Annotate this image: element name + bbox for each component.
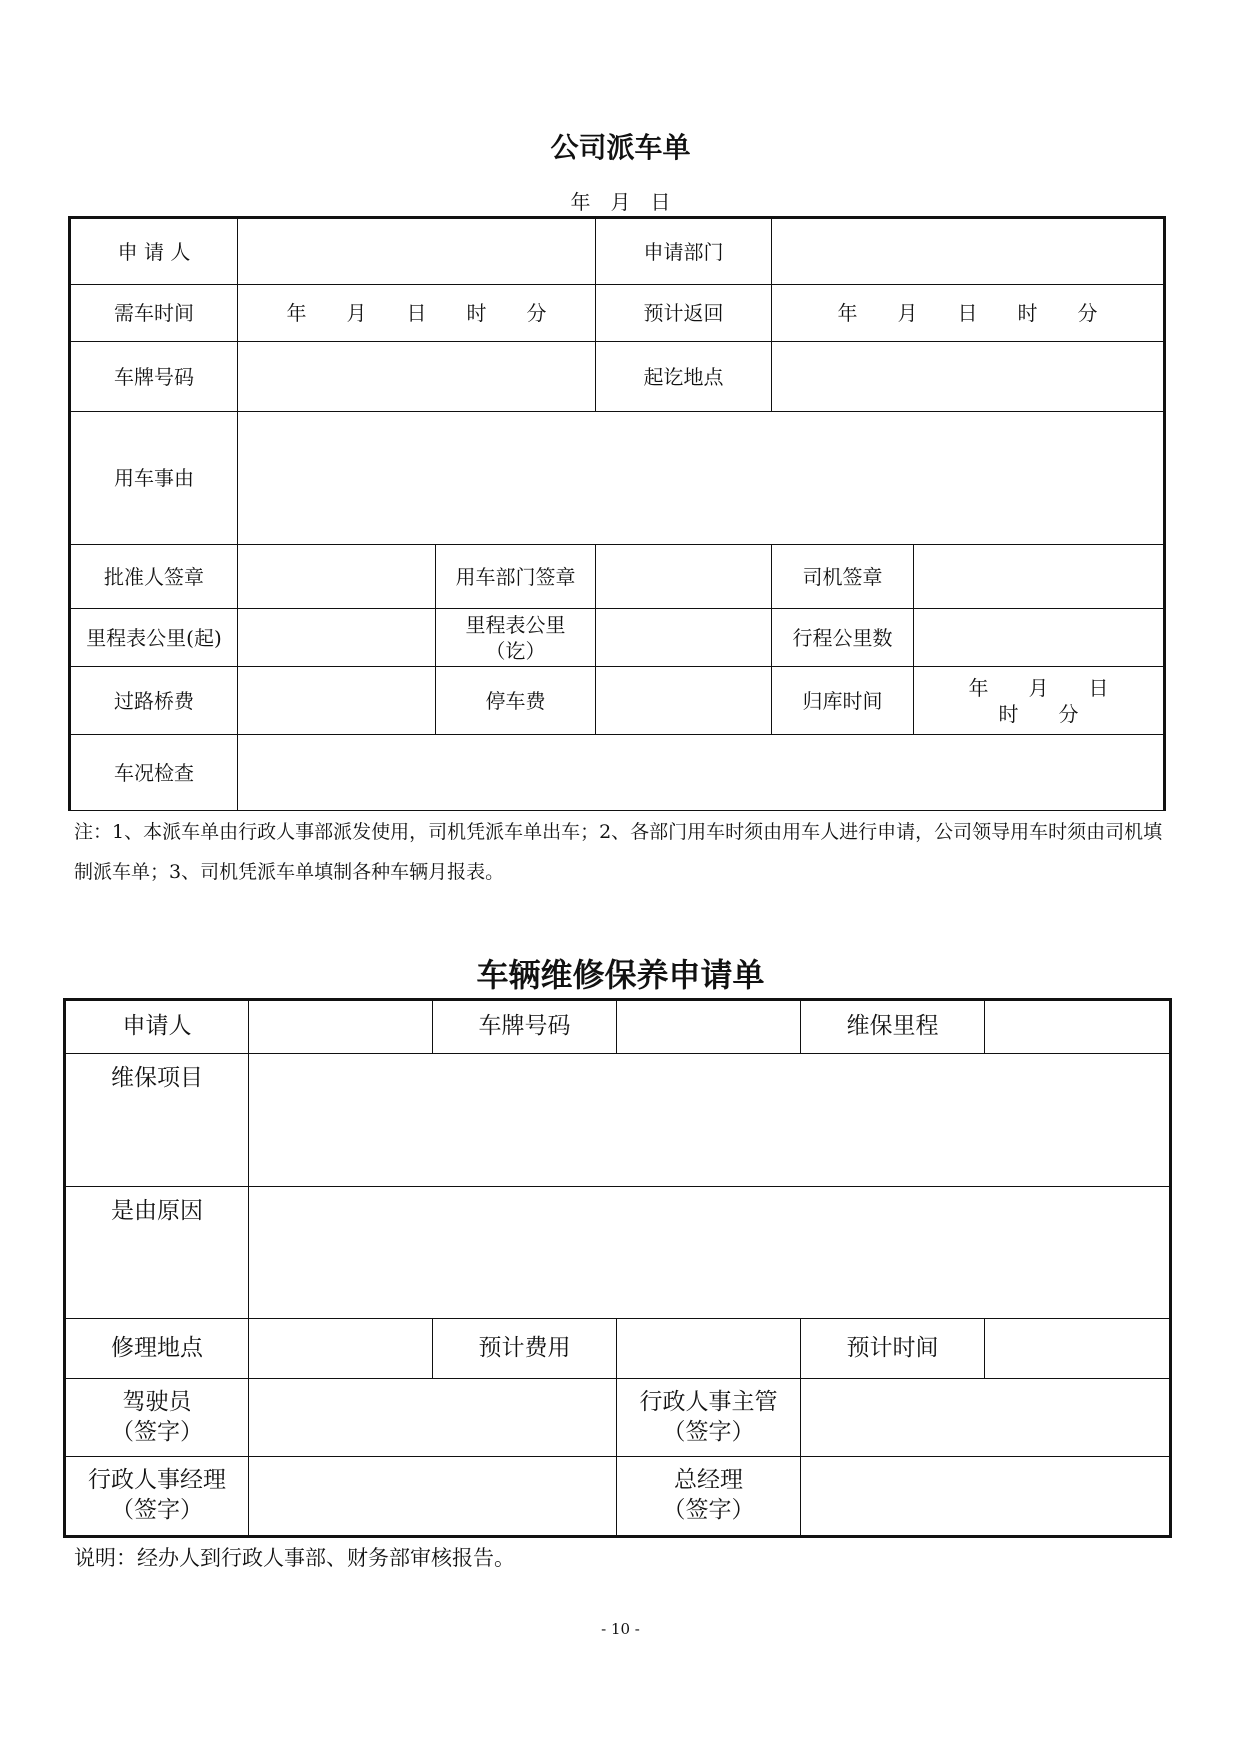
odo-start-label: 里程表公里(起)	[70, 609, 238, 667]
repair-plate-label: 车牌号码	[433, 1000, 617, 1054]
repair-reason-label: 是由原因	[65, 1187, 249, 1319]
admin-manager-field[interactable]	[249, 1457, 617, 1537]
admin-supervisor-field[interactable]	[801, 1379, 1171, 1457]
approver-label: 批准人签章	[70, 545, 238, 609]
repair-mileage-field[interactable]	[985, 1000, 1171, 1054]
plate-field[interactable]	[238, 342, 596, 412]
vehicle-check-label: 车况检查	[70, 735, 238, 811]
reason-field[interactable]	[238, 412, 1165, 545]
dept-sign-field[interactable]	[596, 545, 772, 609]
repair-time-field[interactable]	[985, 1319, 1171, 1379]
trip-km-field[interactable]	[914, 609, 1165, 667]
return-garage-label: 归库时间	[772, 667, 914, 735]
route-field[interactable]	[772, 342, 1165, 412]
repair-location-field[interactable]	[249, 1319, 433, 1379]
repair-form-title: 车辆维修保养申请单	[476, 956, 765, 994]
repair-cost-label: 预计费用	[433, 1319, 617, 1379]
driver-sign-field[interactable]	[914, 545, 1165, 609]
dispatch-date-line: 年 月 日	[570, 190, 671, 214]
need-time-field[interactable]: 年 月 日 时 分	[238, 285, 596, 342]
repair-items-field[interactable]	[249, 1054, 1171, 1187]
repair-items-label: 维保项目	[65, 1054, 249, 1187]
repair-time-label: 预计时间	[801, 1319, 985, 1379]
repair-cost-field[interactable]	[617, 1319, 801, 1379]
repair-note: 说明：经办人到行政人事部、财务部审核报告。	[74, 1546, 515, 1570]
parking-label: 停车费	[436, 667, 596, 735]
admin-supervisor-label: 行政人事主管 （签字）	[617, 1379, 801, 1457]
repair-applicant-field[interactable]	[249, 1000, 433, 1054]
dept-sign-label: 用车部门签章	[436, 545, 596, 609]
repair-location-label: 修理地点	[65, 1319, 249, 1379]
repair-mileage-label: 维保里程	[801, 1000, 985, 1054]
repair-applicant-label: 申请人	[65, 1000, 249, 1054]
admin-manager-label: 行政人事经理 （签字）	[65, 1457, 249, 1537]
toll-field[interactable]	[238, 667, 436, 735]
department-field[interactable]	[772, 218, 1165, 285]
repair-reason-field[interactable]	[249, 1187, 1171, 1319]
page-number: - 10 -	[601, 1620, 640, 1638]
dispatch-form-title: 公司派车单	[550, 131, 691, 164]
applicant-label: 申 请 人	[70, 218, 238, 285]
general-manager-field[interactable]	[801, 1457, 1171, 1537]
driver-sign-label: 驾驶员 （签字）	[65, 1379, 249, 1457]
repair-plate-field[interactable]	[617, 1000, 801, 1054]
driver-sign-field[interactable]	[249, 1379, 617, 1457]
reason-label: 用车事由	[70, 412, 238, 545]
trip-km-label: 行程公里数	[772, 609, 914, 667]
plate-label: 车牌号码	[70, 342, 238, 412]
odo-end-field[interactable]	[596, 609, 772, 667]
route-label: 起讫地点	[596, 342, 772, 412]
general-manager-label: 总经理 （签字）	[617, 1457, 801, 1537]
department-label: 申请部门	[596, 218, 772, 285]
applicant-field[interactable]	[238, 218, 596, 285]
parking-field[interactable]	[596, 667, 772, 735]
toll-label: 过路桥费	[70, 667, 238, 735]
return-field[interactable]: 年 月 日 时 分	[772, 285, 1165, 342]
return-label: 预计返回	[596, 285, 772, 342]
vehicle-check-field[interactable]	[238, 735, 1165, 811]
driver-sign-label: 司机签章	[772, 545, 914, 609]
need-time-label: 需车时间	[70, 285, 238, 342]
odo-end-label: 里程表公里 （讫）	[436, 609, 596, 667]
approver-field[interactable]	[238, 545, 436, 609]
dispatch-form-table	[68, 216, 1166, 811]
odo-start-field[interactable]	[238, 609, 436, 667]
return-garage-field[interactable]: 年 月 日 时 分	[914, 667, 1165, 735]
dispatch-note: 注：1、本派车单由行政人事部派发使用，司机凭派车单出车；2、各部门用车时须由用车人进行申请，公司领导用车时须由司机填制派车单；3、司机凭派车单填制各种车辆月报表。	[74, 821, 1163, 883]
repair-form-table	[63, 998, 1172, 1538]
